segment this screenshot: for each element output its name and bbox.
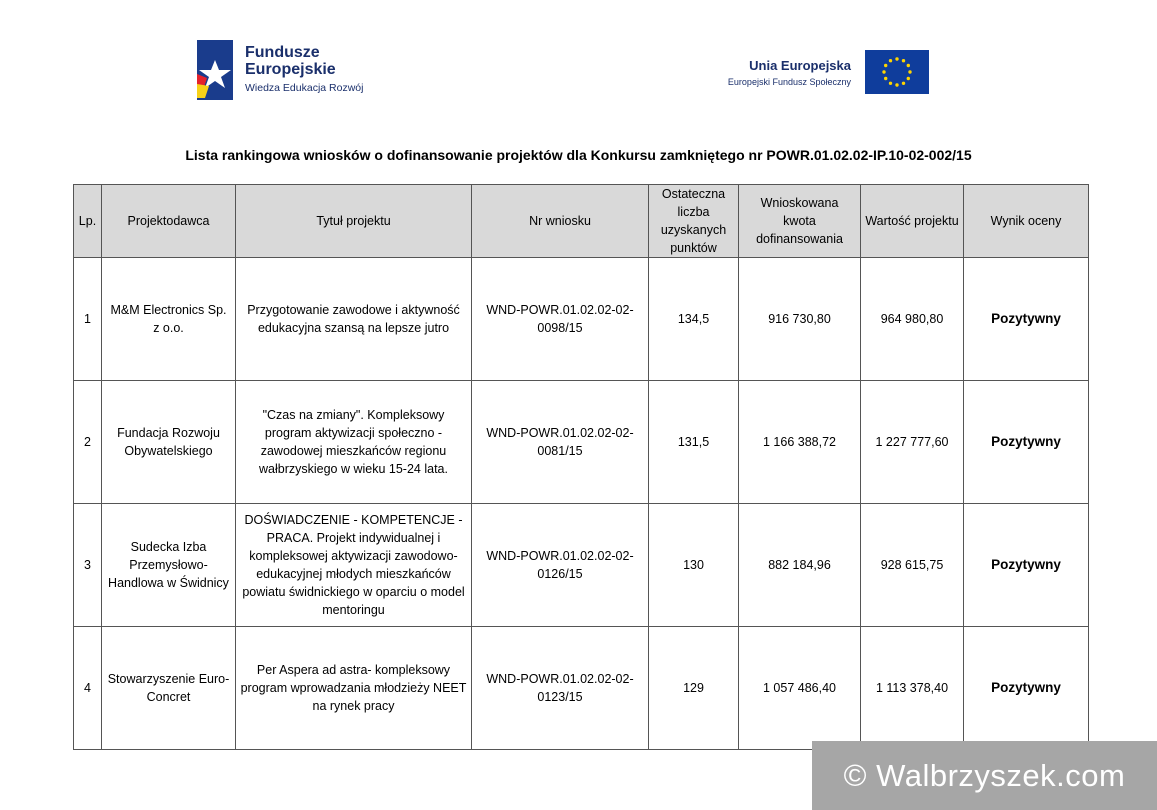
cell-applicant: Fundacja Rozwoju Obywatelskiego — [102, 381, 236, 504]
cell-result: Pozytywny — [964, 258, 1089, 381]
fundusze-europejskie-logo — [197, 38, 387, 104]
header-project-title: Tytuł projektu — [236, 185, 472, 258]
cell-applicant: Stowarzyszenie Euro-Concret — [102, 627, 236, 750]
cell-project-value: 928 615,75 — [861, 504, 964, 627]
cell-requested-amount: 1 166 388,72 — [739, 381, 861, 504]
cell-project-value: 1 113 378,40 — [861, 627, 964, 750]
cell-points: 134,5 — [649, 258, 739, 381]
header-points: Ostateczna liczba uzyskanych punktów — [649, 185, 739, 258]
cell-applicant: M&M Electronics Sp. z o.o. — [102, 258, 236, 381]
header-application-no: Nr wniosku — [472, 185, 649, 258]
table-row — [74, 627, 1089, 750]
document-title: Lista rankingowa wniosków o dofinansowanie projektów dla Konkursu zamkniętego nr POWR.01.02.02-IP.10-02-002/15 — [185, 147, 972, 163]
logo-text-europejskie: Europejskie — [245, 61, 336, 78]
unia-europejska-logo — [716, 50, 931, 96]
cell-result: Pozytywny — [964, 381, 1089, 504]
watermark: © Walbrzyszek.com — [812, 741, 1157, 810]
cell-project-title: DOŚWIADCZENIE - KOMPETENCJE - PRACA. Projekt indywidualnej i kompleksowej aktywizacji zawodowo-edukacyjnej młodych mieszkańców powiatu świdnickiego w oparciu o model mentoringu — [236, 504, 472, 627]
logo-tagline: Wiedza Edukacja Rozwój — [245, 82, 364, 94]
cell-requested-amount: 882 184,96 — [739, 504, 861, 627]
cell-project-value: 964 980,80 — [861, 258, 964, 381]
table-header-row — [74, 185, 1089, 258]
cell-points: 131,5 — [649, 381, 739, 504]
cell-lp: 1 — [74, 258, 102, 381]
cell-requested-amount: 1 057 486,40 — [739, 627, 861, 750]
cell-result: Pozytywny — [964, 504, 1089, 627]
header-requested-amount: Wnioskowana kwota dofinansowania — [739, 185, 861, 258]
cell-application-no: WND-POWR.01.02.02-02-0098/15 — [472, 258, 649, 381]
cell-application-no: WND-POWR.01.02.02-02-0126/15 — [472, 504, 649, 627]
cell-requested-amount: 916 730,80 — [739, 258, 861, 381]
eu-flag-icon — [865, 50, 929, 94]
header-applicant: Projektodawca — [102, 185, 236, 258]
cell-result: Pozytywny — [964, 627, 1089, 750]
header-lp: Lp. — [74, 185, 102, 258]
cell-applicant: Sudecka Izba Przemysłowo-Handlowa w Świdnicy — [102, 504, 236, 627]
cell-project-value: 1 227 777,60 — [861, 381, 964, 504]
cell-project-title: "Czas na zmiany". Kompleksowy program aktywizacji społeczno - zawodowej mieszkańców regionu wałbrzyskiego w wieku 15-24 lata. — [236, 381, 472, 504]
cell-lp: 2 — [74, 381, 102, 504]
logo-text-efs: Europejski Fundusz Społeczny — [727, 77, 851, 87]
fundusze-europejskie-flag-icon — [197, 40, 233, 100]
header-result: Wynik oceny — [964, 185, 1089, 258]
table-row — [74, 258, 1089, 381]
cell-points: 130 — [649, 504, 739, 627]
cell-application-no: WND-POWR.01.02.02-02-0081/15 — [472, 381, 649, 504]
logo-text-unia-europejska: Unia Europejska — [749, 58, 851, 73]
cell-project-title: Per Aspera ad astra- kompleksowy program wprowadzania młodzieży NEET na rynek pracy — [236, 627, 472, 750]
header-project-value: Wartość projektu — [861, 185, 964, 258]
table-row — [74, 381, 1089, 504]
cell-points: 129 — [649, 627, 739, 750]
table-row — [74, 504, 1089, 627]
cell-application-no: WND-POWR.01.02.02-02-0123/15 — [472, 627, 649, 750]
cell-lp: 4 — [74, 627, 102, 750]
logo-text-fundusze: Fundusze — [245, 44, 320, 61]
cell-project-title: Przygotowanie zawodowe i aktywność edukacyjna szansą na lepsze jutro — [236, 258, 472, 381]
cell-lp: 3 — [74, 504, 102, 627]
ranking-table — [73, 184, 1089, 750]
